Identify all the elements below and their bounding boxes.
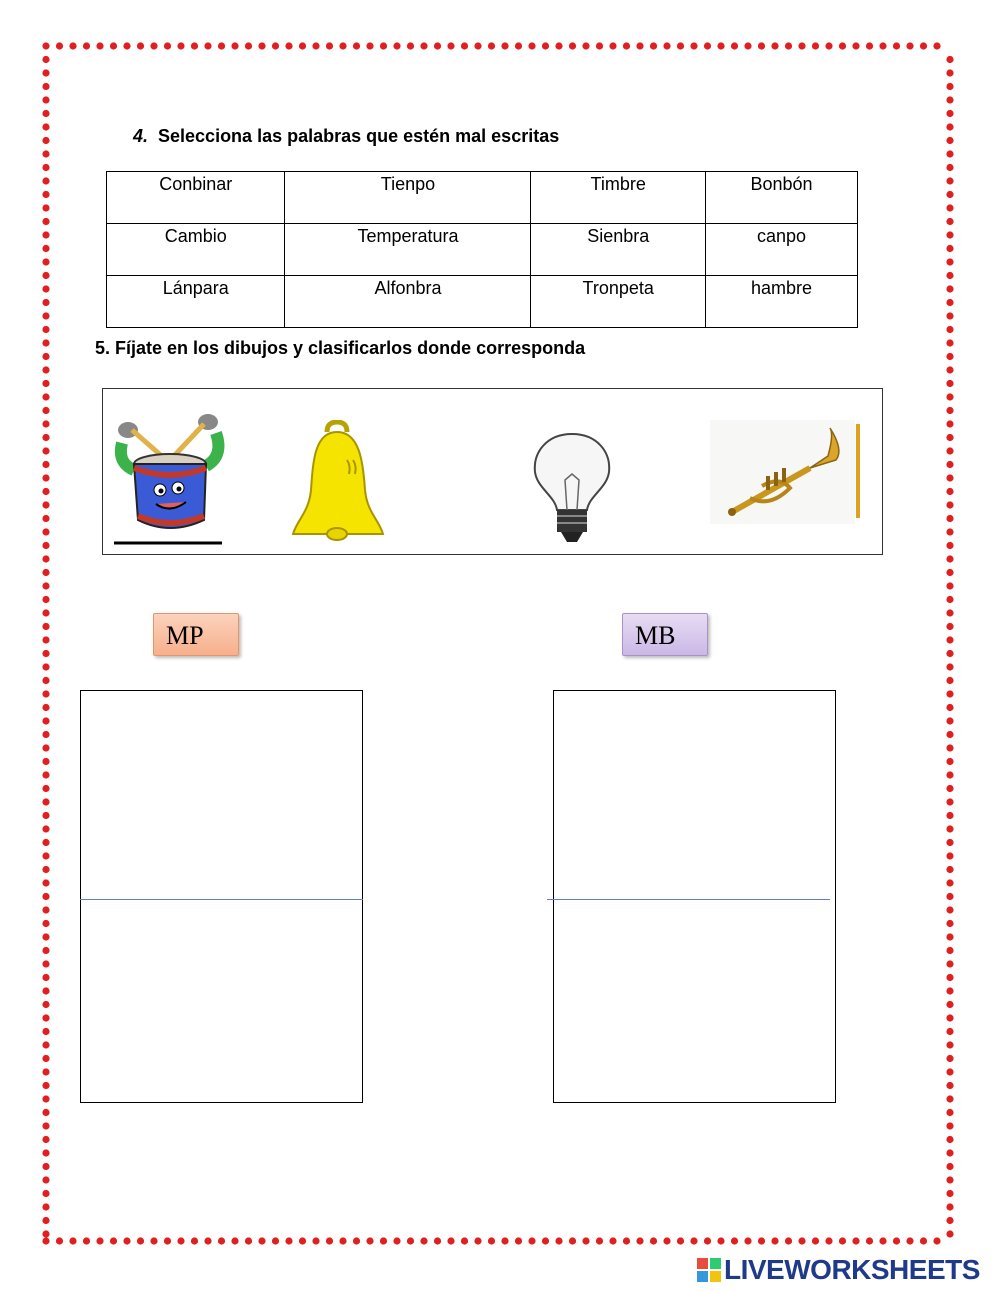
question-4-text: Selecciona las palabras que estén mal escritas [158,126,560,146]
word-cell[interactable]: Alfonbra [285,276,531,328]
trumpet-image[interactable] [710,420,870,524]
mp-label: MP [153,613,239,656]
liveworksheets-logo[interactable] [697,1255,980,1285]
light-bulb-image[interactable] [527,430,617,546]
word-cell[interactable]: Bonbón [705,172,857,224]
bell-image[interactable] [287,420,389,542]
question-4-title [133,126,559,147]
word-cell[interactable]: Tronpeta [531,276,705,328]
word-cell[interactable]: Sienbra [531,224,705,276]
word-cell[interactable]: canpo [705,224,857,276]
table-row [107,224,858,276]
table-row [107,172,858,224]
word-cell[interactable]: Cambio [107,224,285,276]
logo-icon [697,1258,721,1282]
mb-label: MB [622,613,708,656]
logo-text: LIVEWORKSHEETS [724,1254,980,1285]
question-5-title: 5. Fíjate en los dibujos y clasificarlos donde corresponda [95,338,586,358]
word-cell[interactable]: Lánpara [107,276,285,328]
word-cell[interactable]: hambre [705,276,857,328]
question-4-number: 4. [133,126,149,146]
word-cell[interactable]: Temperatura [285,224,531,276]
drum-image[interactable] [112,408,228,548]
mb-drop-zone[interactable] [553,690,836,1103]
word-cell[interactable]: Conbinar [107,172,285,224]
word-cell[interactable]: Tienpo [285,172,531,224]
mp-divider-line [80,899,363,900]
word-table [106,171,858,328]
word-cell[interactable]: Timbre [531,172,705,224]
mb-divider-line [547,899,830,900]
table-row [107,276,858,328]
mp-drop-zone[interactable] [80,690,363,1103]
